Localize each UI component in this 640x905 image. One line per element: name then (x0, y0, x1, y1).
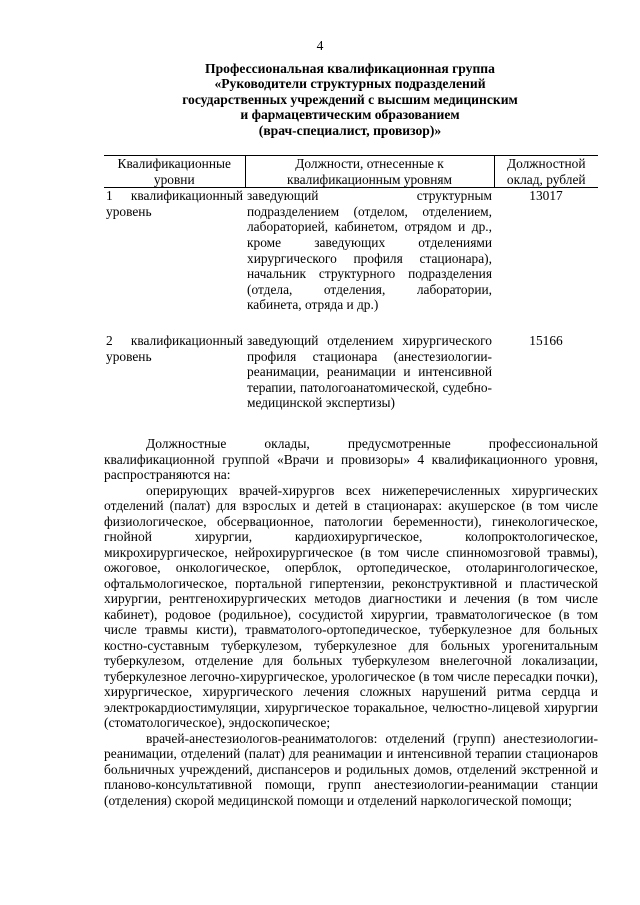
title-line: «Руководители структурных подразделений (214, 76, 486, 92)
salary-cell: 15166 (529, 332, 563, 348)
title-line: (врач-специалист, провизор)» (258, 122, 442, 138)
paragraph-surgeons: оперирующих врачей-хирургов всех нижеперечисленных хирургических отделений (палат) для взрослых и детей в стационарах: акушерское (в том числе физиологическое, обсервационное, патологии беременности), гинекологическое, гнойной хирургии, кардиохирургическое, колопроктологическое, микрохирургическое, нейрохирургическое (в том числе спинномозговой травмы), ожоговое, онкологическое, оперблок, ортопедическое, отоларингологическое, офтальмологическое, портальной гипертензии, реконструктивной и пластической хирургии, рентгенохирургических методов диагностики и лечения (в том числе кабинет), родовое (родильное), сосудистой хирургии, травматологическое (в том числе травмы кисти), травматолого-ортопедическое, туберкулезное для больных костно-суставным туберкулезом, туберкулезное для больных урогенитальным туберкулезом, отделение для больных туберкулезом внелегочной локализации, туберкулезное легочно-хирургическое, урологическое (в том числе пересадки почки), хирургическое, хирургического лечения сложных нарушений ритма сердца и электрокардиостимуляции, хирургическое торакальное, челюстно-лицевой хирургии (стоматологическое), эндоскопическое; (104, 482, 598, 730)
positions-cell: заведующий отделением хирургического профиля стационара (анестезиологии-реанимации, реанимации и интенсивной терапии, патологоанатомической, судебно-медицинской экспертизы) (247, 332, 492, 411)
level-cell: 2 квалификационный уровень (106, 332, 243, 364)
page-number: 4 (316, 38, 324, 53)
salary-cell: 13017 (529, 188, 563, 204)
positions-cell: заведующий структурным подразделением (отделом, отделением, лабораторией, кабинетом, отрядом и др., кроме заведующих отделениями хирургического профиля стационара), начальник структурного подразделения (отдела, отделения, лаборатории, кабинета, отряда и др.) (247, 188, 492, 313)
table-row (104, 188, 598, 313)
header-salary: Должностной оклад, рублей (494, 156, 598, 188)
section-title (105, 61, 595, 138)
paragraph-intro: Должностные оклады, предусмотренные профессиональной квалификационной группой «Врачи и провизоры» 4 квалификационного уровня, распространяются на: (104, 436, 598, 482)
qualification-table (104, 155, 598, 411)
table-row (104, 333, 598, 411)
header-levels: Квалификационные уровни (104, 156, 245, 188)
title-line: государственных учреждений с высшим медицинским (182, 91, 518, 107)
header-positions: Должности, отнесенные к квалификационным уровням (245, 156, 494, 188)
row-spacer (104, 313, 598, 333)
title-line: Профессиональная квалификационная группа (205, 61, 495, 76)
paragraph-anesthesiologists: врачей-анестезиологов-реаниматологов: отделений (групп) анестезиологии-реанимации, отделений (палат) для реанимации и интенсивной терапии стационаров больничных учреждений, диспансеров и родильных домов, отделений экстренной и планово-консультативной помощи, групп анестезиологии-реанимации станции (отделения) скорой медицинской помощи и отделений наркологической помощи; (104, 730, 598, 808)
body-text (104, 436, 598, 808)
level-cell: 1 квалификационный уровень (106, 188, 243, 219)
table-header-row (104, 156, 598, 188)
title-line: и фармацевтическим образованием (240, 107, 460, 123)
